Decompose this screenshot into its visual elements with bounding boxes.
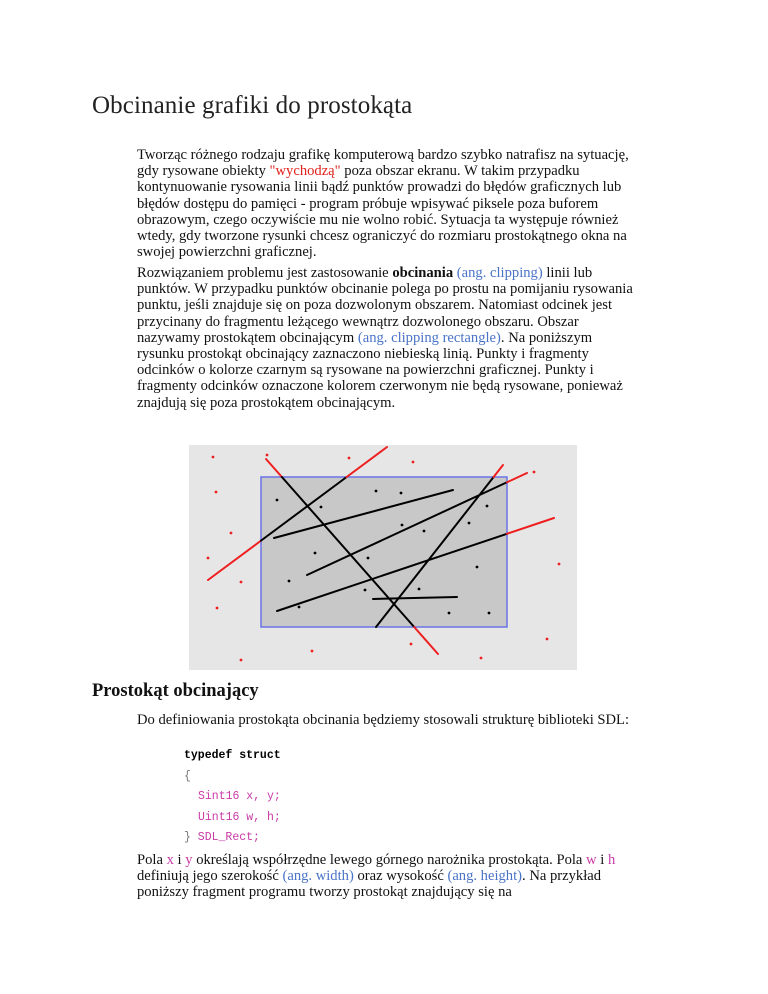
code-line-wh: Uint16 w, h; [198,810,281,824]
field-y: y [185,852,193,868]
fields-text-2: i [173,852,186,868]
fields-text-1: Pola [137,852,167,868]
fields-text-6: oraz wysokość [353,868,448,885]
inside-point [486,505,489,508]
inside-point [468,522,471,525]
fields-text-5: definiują jego szerokość [137,868,283,885]
outside-point [230,532,233,535]
outside-point [311,650,314,653]
outside-point [410,643,413,646]
outside-point [558,563,561,566]
field-h: h [607,852,616,868]
inside-point [276,499,279,502]
inside-point [418,588,421,591]
note-width: (ang. width) [282,868,354,885]
field-w: w [586,852,597,868]
solution-paragraph [137,265,637,411]
outside-point [348,457,351,460]
intro-text-end: poza obszar ekranu. W takim przypadku kontynuowanie rysowania linii bądź punktów prowadzi do błędów graficznych lub błędów dostępu do pamięci - program próbuje wpisywać piksele poza buforem obrazowym, czego oczywiście mu nie wolno robić. Sytuacja ta występuje również wtedy, gdy tworzone rysunki chcesz ograniczyć do rozmiaru prostokątnego okna na swojej powierzchni graficznej. [137,163,627,261]
fields-text-3: określają współrzędne lewego górnego narożnika prostokąta. Pola [192,852,587,868]
outside-point [546,638,549,641]
solution-text-2: linii lub punktów. W przypadku punktów obcinanie polega po prostu na pomijaniu rysowania punktu, jeśli znajduje się on poza dozwolonym obszarem. Natomiast odcinek jest przycinany do fragmentu leżącego wewnątrz dozwolonego obszaru. Obszar nazywamy prostokątem obcinającym [137,265,633,346]
outside-point [212,456,215,459]
term-clipping: obcinania [392,265,454,281]
outside-point [240,581,243,584]
inside-point [298,606,301,609]
intro-text-start: Tworząc różnego rodzaju grafikę komputerową bardzo szybko natrafisz na sytuację, gdy rysowane obiekty [137,147,629,180]
inside-point [401,524,404,527]
fields-text-4: i [596,852,608,868]
inside-point [423,530,426,533]
field-x: x [166,852,174,868]
inside-point [314,552,317,555]
code-type-name: SDL_Rect; [190,831,260,845]
code-line-close [184,828,281,849]
inside-point [448,612,451,615]
page-title: Obcinanie grafiki do prostokąta [92,92,413,119]
note-clipping: (ang. clipping) [456,265,543,281]
outside-point [215,491,218,494]
inside-point [476,566,479,569]
inside-point [288,580,291,583]
inside-point [488,612,491,615]
inside-point [400,492,403,495]
note-height: (ang. height) [447,868,523,885]
solution-text-3: . Na poniższym rysunku prostokąt obcinający zaznaczono niebieską linią. Punkty i fragmenty odcinków o kolorze czarnym są rysowane na powierzchni graficznej. Punkty i fragmenty odcinków oznaczone kolorem czerwonym nie będą rysowane, ponieważ znajdują się poza prostokątem obcinającym. [137,329,623,411]
code-close-brace: } [184,831,191,845]
inside-point [367,557,370,560]
fields-text-7: . Na przykład poniższy fragment programu tworzy prostokąt znajdujący się na [137,868,602,901]
outside-point [240,659,243,662]
code-line-xy: Sint16 x, y; [198,790,281,804]
code-line-open-brace: { [184,769,191,783]
code-block [184,746,281,849]
outside-point [412,461,415,464]
section-title: Prostokąt obcinający [92,681,259,701]
intro-paragraph [137,147,637,260]
inside-point [364,589,367,592]
highlight-word: "wychodzą" [269,163,341,180]
code-line-typedef: typedef struct [184,749,281,762]
outside-point [216,607,219,610]
outside-point [266,454,269,457]
inside-point [320,506,323,509]
note-clipping-rectangle: (ang. clipping rectangle) [357,329,501,346]
outside-point [207,557,210,560]
outside-point [533,471,536,474]
solution-text-1: Rozwiązaniem problemu jest zastosowanie [137,265,393,281]
inside-point [375,490,378,493]
struct-intro-paragraph: Do definiowania prostokąta obcinania będziemy stosowali strukturę biblioteki SDL: [137,712,630,728]
fields-paragraph [137,852,637,901]
clipping-diagram [189,445,577,670]
outside-point [480,657,483,660]
